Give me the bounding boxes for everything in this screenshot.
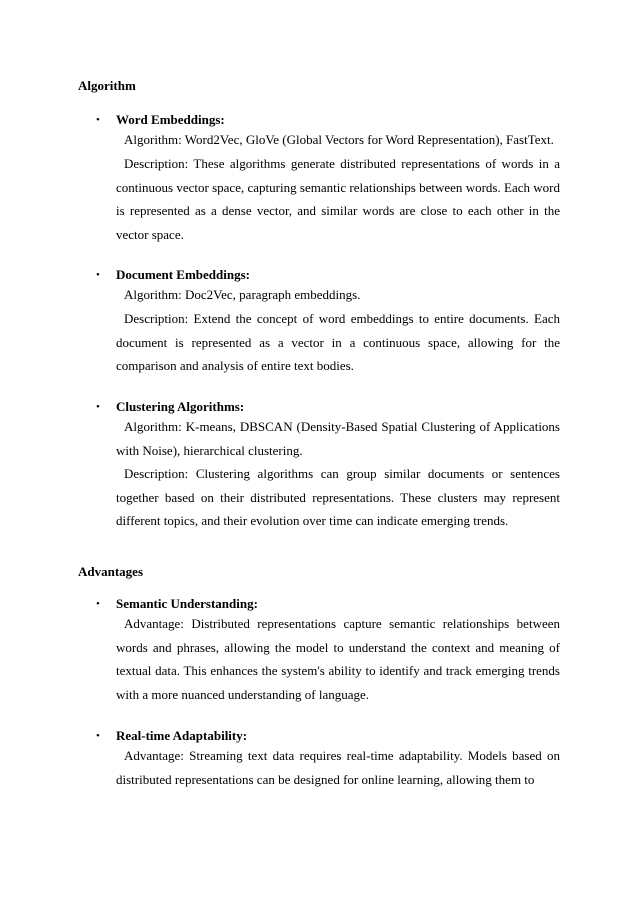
item-advantage-text: Advantage: Distributed representations capture semantic relationships between words and phrases, allowing the model to understand the context and meaning of textual data. This enhances the system's ability to identify and track emerging trends with a more nuanced understanding of language.: [116, 616, 560, 702]
bullet-icon: •: [96, 269, 100, 281]
item-title-word-embeddings: Word Embeddings:: [116, 112, 225, 127]
bullet-icon: •: [96, 114, 100, 126]
item-title-clustering-algorithms: Clustering Algorithms:: [116, 399, 245, 414]
item-algorithm-text: Algorithm: Doc2Vec, paragraph embeddings.: [124, 287, 361, 302]
bullet-icon: •: [96, 730, 100, 742]
item-description-text: Description: Clustering algorithms can group similar documents or sentences together based on their distributed representations. These clusters may represent different topics, and their evolution over time can indicate emerging trends.: [116, 466, 560, 529]
section-heading-advantages: Advantages: [78, 564, 144, 579]
section-heading-algorithm: Algorithm: [78, 78, 136, 93]
item-title-document-embeddings: Document Embeddings:: [116, 267, 250, 282]
item-title-real-time-adaptability: Real-time Adaptability:: [116, 728, 248, 743]
item-description-text: Description: Extend the concept of word embeddings to entire documents. Each document is represented as a vector in a continuous space, allowing for the comparison and analysis of entire text bodies.: [116, 311, 560, 374]
bullet-icon: •: [96, 401, 100, 413]
item-algorithm-text: Algorithm: K-means, DBSCAN (Density-Based Spatial Clustering of Applications with Noise), hierarchical clustering.: [116, 419, 560, 458]
item-description-text: Description: These algorithms generate distributed representations of words in a continuous vector space, capturing semantic relationships between words. Each word is represented as a dense vector, and similar words are close to each other in the vector space.: [116, 156, 560, 242]
item-advantage-text: Advantage: Streaming text data requires real-time adaptability. Models based on distributed representations can be designed for online learning, allowing them to: [116, 748, 560, 787]
item-algorithm-text: Algorithm: Word2Vec, GloVe (Global Vectors for Word Representation), FastText.: [124, 132, 554, 147]
bullet-icon: •: [96, 598, 100, 610]
item-title-semantic-understanding: Semantic Understanding:: [116, 596, 258, 611]
